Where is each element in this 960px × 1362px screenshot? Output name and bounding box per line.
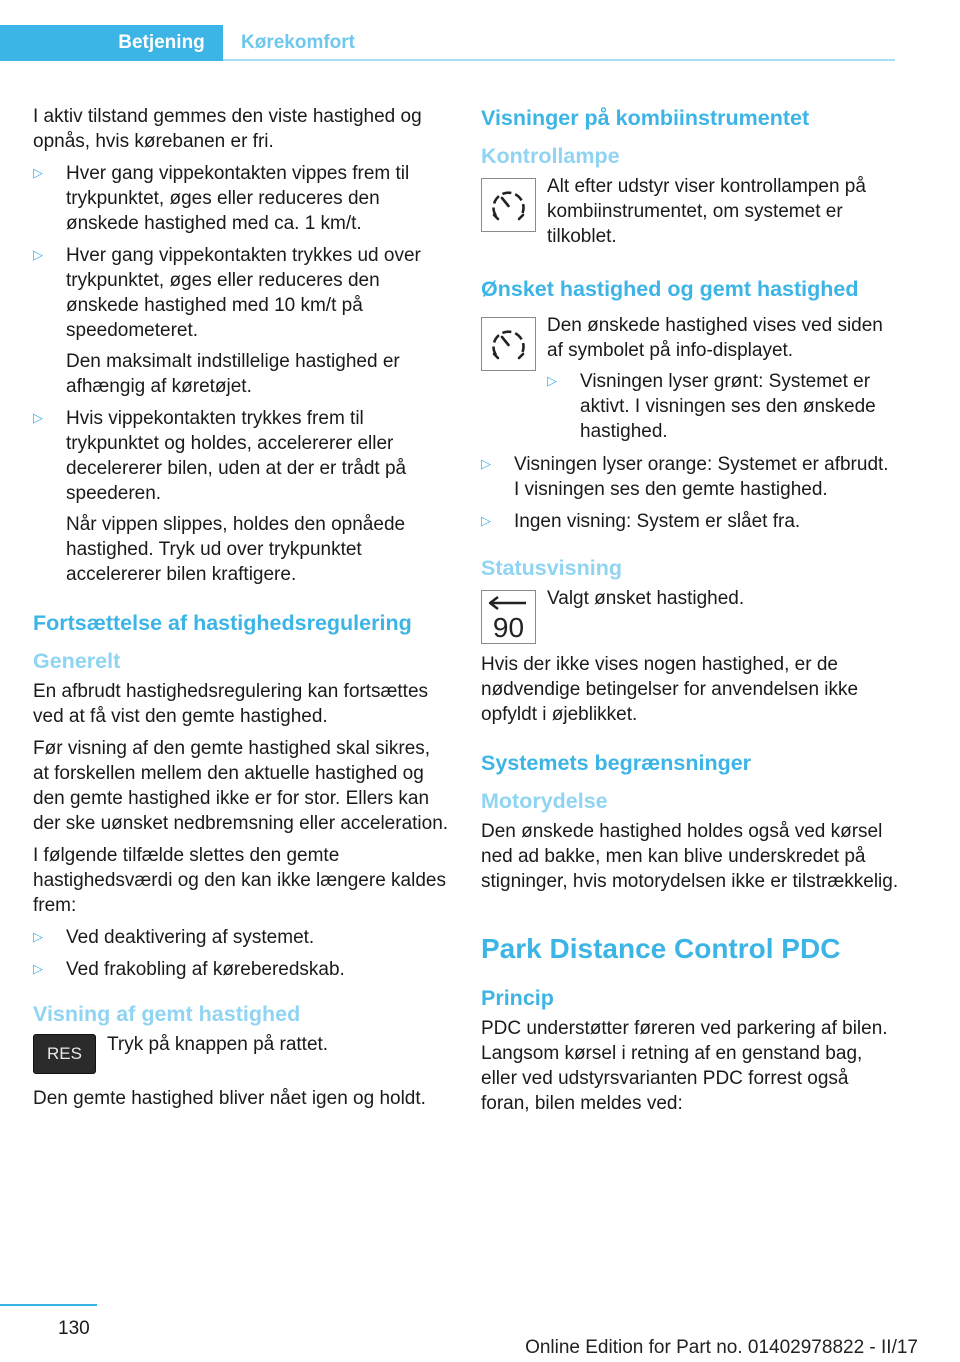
tab-blank (0, 25, 100, 61)
onsket-row (481, 313, 899, 444)
bullet-text: Hver gang vippekontakten trykkes ud over trykpunktet, øges eller reduceres den ønskede hastighed med 10 km/t på speedometeret. (66, 245, 421, 341)
heading-kontrollampe: Kontrollampe (481, 144, 620, 168)
heading-pdc: Park Distance Control PDC (481, 933, 841, 964)
list-item (33, 406, 451, 587)
list-item (33, 957, 451, 982)
status-value: 90 (492, 612, 525, 643)
tab-betjening: Betjening (100, 25, 223, 61)
status-after-paragraph: Hvis der ikke vises nogen hastighed, er de nødvendige betingelser for anvendelsen ikke opfyldt i øjeblikket. (481, 654, 859, 725)
left-column (33, 104, 451, 1118)
heading-onsket: Ønsket hastighed og gemt hastighed (481, 277, 859, 301)
kontrollampe-text: Alt efter udstyr viser kontrollampen på kombiinstrumentet, om systemet er tilkoblet. (547, 176, 866, 247)
speed-status-90-icon (481, 590, 536, 644)
bullet-extra: Den maksimalt indstillelige hastighed er afhængig af køretøjet. (66, 351, 400, 397)
triangle-right-icon: ▷ (33, 165, 43, 180)
onsket-text: Den ønskede hastighed vises ved siden af symbolet på info-displayet. (547, 315, 883, 361)
intro-paragraph: I aktiv tilstand gemmes den viste hastighed og opnås, hvis kørebanen er fri. (33, 106, 422, 152)
triangle-right-icon: ▷ (33, 929, 43, 944)
header-tabbar (0, 25, 895, 61)
triangle-right-icon: ▷ (481, 513, 491, 528)
list-item (33, 925, 451, 950)
heading-princip: Princip (481, 986, 554, 1010)
heading-generelt: Generelt (33, 649, 121, 673)
triangle-right-icon: ▷ (481, 456, 491, 471)
tab-korekomfort: Kørekomfort (241, 32, 356, 53)
status-row (481, 586, 899, 644)
heading-begraensninger: Systemets begrænsninger (481, 751, 752, 775)
heading-fortsaettelse: Fortsættelse af hastighedsregulering (33, 611, 412, 635)
generelt-paragraph-3: I følgende tilfælde slettes den gemte hastighedsværdi og den kan ikke længere kaldes frem: (33, 845, 446, 916)
heading-motorydelse: Motorydelse (481, 789, 608, 813)
status-text: Valgt ønsket hastighed. (547, 588, 745, 609)
triangle-right-icon: ▷ (33, 410, 43, 425)
kontrollampe-row (481, 174, 899, 249)
res-button-icon: RES (33, 1034, 96, 1074)
list-item (547, 369, 899, 444)
bullet-text: Visningen lyser orange: Systemet er afbrudt. I visningen ses den gemte hastighed. (514, 454, 889, 500)
heading-visninger: Visninger på kombiinstrumentet (481, 106, 810, 130)
res-text: Tryk på knappen på rattet. (107, 1034, 329, 1055)
edition-label: Online Edition for Part no. 01402978822 - II/17 (525, 1337, 918, 1358)
bullet-text: Ved deaktivering af systemet. (66, 927, 315, 948)
bullet-extra: Når vippen slippes, holdes den opnåede hastighed. Tryk ud over trykpunktet accelererer bilen kraftigere. (66, 514, 406, 585)
motorydelse-paragraph: Den ønskede hastighed holdes også ved kørsel ned ad bakke, men kan blive underskredet på stigninger, hvis motorydelsen ikke er tilstrækkelig. (481, 821, 899, 892)
generelt-paragraph-1: En afbrudt hastighedsregulering kan fortsættes ved at få vist den gemte hastighed. (33, 681, 429, 727)
triangle-right-icon: ▷ (547, 373, 557, 388)
bullet-text: Hvis vippekontakten trykkes frem til trykpunktet og holdes, accelererer eller decelererer bilen, uden at der er trådt på speederen. (66, 408, 407, 504)
bullet-text: Ved frakobling af køreberedskab. (66, 959, 345, 980)
heading-visning-gemt: Visning af gemt hastighed (33, 1002, 301, 1026)
heading-statusvisning: Statusvisning (481, 556, 622, 580)
generelt-paragraph-2: Før visning af den gemte hastighed skal sikres, at forskellen mellem den aktuelle hastighed og den gemte hastighed ikke er for stor. Ellers kan der ske uønsket nedbremsning eller acceleration. (33, 738, 449, 834)
triangle-right-icon: ▷ (33, 961, 43, 976)
list-item (481, 509, 899, 534)
right-column (481, 104, 899, 1123)
bullet-text: Visningen lyser grønt: Systemet er aktivt. I visningen ses den ønskede hastighed. (580, 371, 876, 442)
list-item (33, 161, 451, 236)
footer-rule (0, 1304, 97, 1306)
page-number: 130 (58, 1318, 90, 1339)
speedometer-icon (481, 178, 536, 232)
list-item (481, 452, 899, 502)
triangle-right-icon: ▷ (33, 247, 43, 262)
res-row (33, 1032, 451, 1080)
tab-underline (223, 59, 895, 61)
bullet-text: Ingen visning: System er slået fra. (514, 511, 801, 532)
princip-paragraph: PDC understøtter føreren ved parkering af bilen. Langsom kørsel i retning af en genstand bag, eller ved udstyrsvarianten PDC forrest også foran, bilen meldes ved: (481, 1018, 888, 1114)
speedometer-icon (481, 317, 536, 371)
bullet-text: Hver gang vippekontakten vippes frem til trykpunktet, øges eller reduceres den ønskede hastighed med ca. 1 km/t. (66, 163, 410, 234)
list-item (33, 243, 451, 399)
res-after-paragraph: Den gemte hastighed bliver nået igen og holdt. (33, 1088, 426, 1109)
